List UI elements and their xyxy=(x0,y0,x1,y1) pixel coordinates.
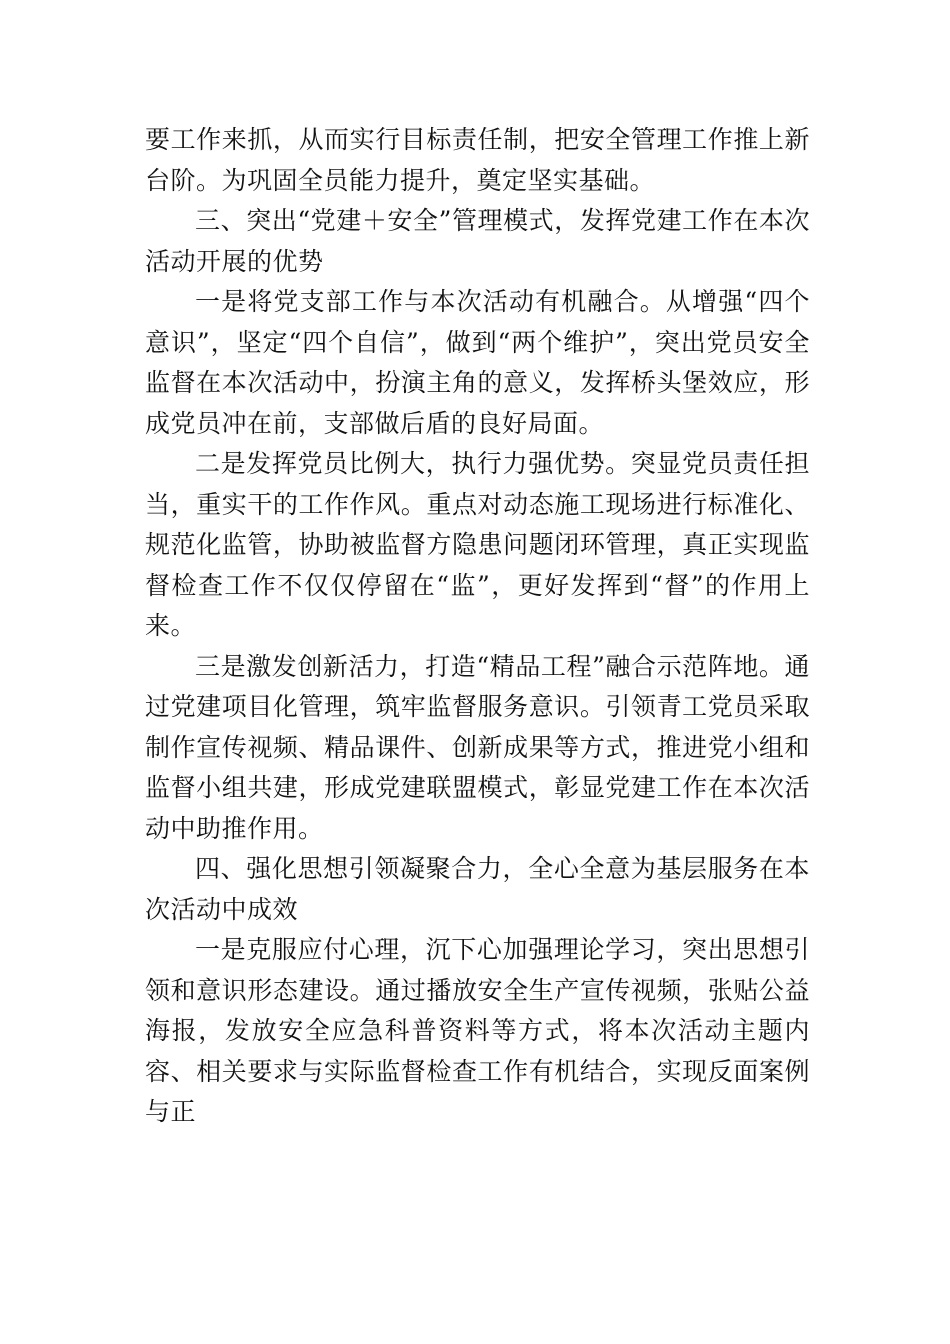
paragraph: 一是将党支部工作与本次活动有机融合。从增强“四个意识”，坚定“四个自信”，做到“两个维护”，突出党员安全监督在本次活动中，扮演主角的意义，发挥桥头堡效应，形成党员冲在前，支部做后盾的良好局面。 xyxy=(145,287,810,438)
section-heading-3: 三、突出“党建＋安全”管理模式，发挥党建工作在本次活动开展的优势 xyxy=(145,206,810,276)
section-heading-4: 四、强化思想引领凝聚合力，全心全意为基层服务在本次活动中成效 xyxy=(145,854,810,924)
document-body xyxy=(145,120,810,1133)
paragraph: 三是激发创新活力，打造“精品工程”融合示范阵地。通过党建项目化管理，筑牢监督服务意识。引领青工党员采取制作宣传视频、精品课件、创新成果等方式，推进党小组和监督小组共建，形成党建联盟模式，彰显党建工作在本次活动中助推作用。 xyxy=(145,651,810,843)
paragraph: 二是发挥党员比例大，执行力强优势。突显党员责任担当，重实干的工作作风。重点对动态施工现场进行标准化、 规范化监管，协助被监督方隐患问题闭环管理，真正实现监督检查工作不仅仅停留在“监”，更好发挥到“督”的作用上来。 xyxy=(145,449,810,640)
paragraph: 一是克服应付心理，沉下心加强理论学习，突出思想引领和意识形态建设。通过播放安全生产宣传视频，张贴公益海报，发放安全应急科普资料等方式，将本次活动主题内容、相关要求与实际监督检查工作有机结合，实现反面案例与正 xyxy=(145,935,810,1126)
paragraph: 要工作来抓，从而实行目标责任制，把安全管理工作推上新台阶。为巩固全员能力提升，奠定坚实基础。 xyxy=(145,125,810,195)
